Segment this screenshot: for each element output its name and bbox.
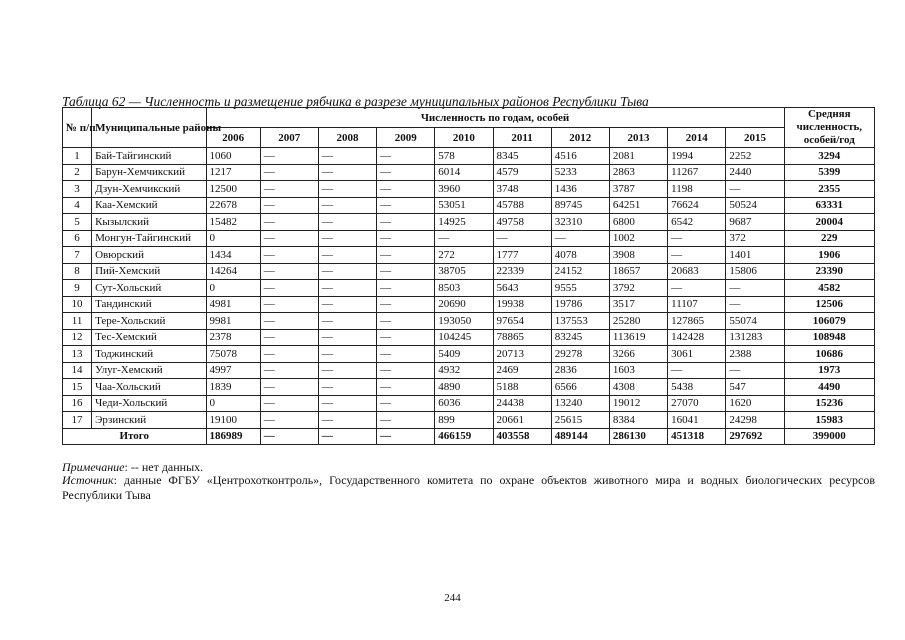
table-row: [63, 412, 875, 429]
table-body: [63, 148, 875, 445]
year-value: 104245: [435, 329, 493, 346]
year-value: 4997: [206, 362, 260, 379]
year-value: —: [668, 280, 726, 297]
year-value: 113619: [609, 329, 667, 346]
year-value: —: [318, 214, 376, 231]
total-average: 399000: [784, 428, 874, 445]
average-value: 5399: [784, 164, 874, 181]
year-value: —: [377, 230, 435, 247]
year-value: —: [260, 280, 318, 297]
year-value: —: [318, 247, 376, 264]
year-value: 0: [206, 280, 260, 297]
year-value: 14264: [206, 263, 260, 280]
year-value: —: [318, 164, 376, 181]
table-row: [63, 362, 875, 379]
year-value: 6542: [668, 214, 726, 231]
year-value: 9687: [726, 214, 784, 231]
year-value: 2081: [609, 148, 667, 165]
total-value: —: [260, 428, 318, 445]
average-value: 3294: [784, 148, 874, 165]
average-value: 2355: [784, 181, 874, 198]
year-value: 4579: [493, 164, 551, 181]
district-name: Тере-Хольский: [92, 313, 206, 330]
year-value: —: [377, 395, 435, 412]
average-value: 15236: [784, 395, 874, 412]
total-value: 451318: [668, 428, 726, 445]
year-value: 75078: [206, 346, 260, 363]
year-value: —: [377, 329, 435, 346]
year-value: —: [377, 280, 435, 297]
header-year: 2007: [260, 128, 318, 148]
year-value: —: [668, 247, 726, 264]
year-value: 4890: [435, 379, 493, 396]
year-value: 6800: [609, 214, 667, 231]
year-value: 3960: [435, 181, 493, 198]
year-value: 14925: [435, 214, 493, 231]
year-value: —: [493, 230, 551, 247]
year-value: 24438: [493, 395, 551, 412]
row-number: 5: [63, 214, 92, 231]
average-value: 1973: [784, 362, 874, 379]
district-name: Улуг-Хемский: [92, 362, 206, 379]
page-number: 244: [444, 592, 461, 604]
year-value: 20713: [493, 346, 551, 363]
district-name: Бай-Тайгинский: [92, 148, 206, 165]
average-value: 4490: [784, 379, 874, 396]
table-row: [63, 181, 875, 198]
year-value: 24152: [551, 263, 609, 280]
row-number: 17: [63, 412, 92, 429]
year-value: —: [260, 247, 318, 264]
year-value: 1434: [206, 247, 260, 264]
year-value: 25615: [551, 412, 609, 429]
header-year-group: Численность по годам, особей: [206, 108, 784, 128]
average-value: 12506: [784, 296, 874, 313]
table-row: [63, 214, 875, 231]
year-value: 1060: [206, 148, 260, 165]
year-value: 1002: [609, 230, 667, 247]
header-year: 2014: [668, 128, 726, 148]
year-value: —: [260, 379, 318, 396]
year-value: 20683: [668, 263, 726, 280]
average-value: 108948: [784, 329, 874, 346]
year-value: 1436: [551, 181, 609, 198]
year-value: 15806: [726, 263, 784, 280]
year-value: 2469: [493, 362, 551, 379]
year-value: —: [260, 148, 318, 165]
total-value: —: [377, 428, 435, 445]
header-year: 2015: [726, 128, 784, 148]
year-value: —: [318, 230, 376, 247]
year-value: 578: [435, 148, 493, 165]
year-value: 2378: [206, 329, 260, 346]
year-value: —: [260, 181, 318, 198]
year-value: —: [318, 395, 376, 412]
year-value: 19100: [206, 412, 260, 429]
year-value: —: [260, 214, 318, 231]
year-value: —: [377, 164, 435, 181]
year-value: 4308: [609, 379, 667, 396]
note-text: : -- нет данных.: [124, 460, 204, 474]
row-number: 15: [63, 379, 92, 396]
year-value: 3517: [609, 296, 667, 313]
average-value: 1906: [784, 247, 874, 264]
year-value: 8384: [609, 412, 667, 429]
header-district: Муниципальные районы: [92, 108, 206, 148]
header-year: 2006: [206, 128, 260, 148]
year-value: —: [377, 197, 435, 214]
year-value: 25280: [609, 313, 667, 330]
district-name: Овюрский: [92, 247, 206, 264]
year-value: 24298: [726, 412, 784, 429]
year-value: 1839: [206, 379, 260, 396]
table-caption: Таблица 62 — Численность и размещение рябчика в разрезе муниципальных районов Республики Тыва: [62, 94, 649, 109]
table-row: [63, 164, 875, 181]
year-value: —: [726, 181, 784, 198]
year-value: —: [551, 230, 609, 247]
year-value: —: [260, 362, 318, 379]
table-row: [63, 148, 875, 165]
year-value: —: [668, 230, 726, 247]
table-row: [63, 263, 875, 280]
row-number: 11: [63, 313, 92, 330]
year-value: 8503: [435, 280, 493, 297]
year-value: —: [377, 412, 435, 429]
row-number: 1: [63, 148, 92, 165]
year-value: —: [318, 412, 376, 429]
year-value: —: [726, 280, 784, 297]
row-number: 13: [63, 346, 92, 363]
total-value: 403558: [493, 428, 551, 445]
year-value: —: [318, 197, 376, 214]
year-value: —: [318, 296, 376, 313]
year-value: 272: [435, 247, 493, 264]
year-value: —: [318, 379, 376, 396]
year-value: —: [260, 197, 318, 214]
district-name: Чеди-Хольский: [92, 395, 206, 412]
row-number: 10: [63, 296, 92, 313]
average-value: 23390: [784, 263, 874, 280]
year-value: —: [377, 313, 435, 330]
year-value: 5643: [493, 280, 551, 297]
year-value: 142428: [668, 329, 726, 346]
row-number: 6: [63, 230, 92, 247]
year-value: 9555: [551, 280, 609, 297]
year-value: 2863: [609, 164, 667, 181]
year-value: 2836: [551, 362, 609, 379]
year-value: —: [260, 230, 318, 247]
year-value: 19938: [493, 296, 551, 313]
year-value: —: [726, 362, 784, 379]
year-value: 1994: [668, 148, 726, 165]
header-year: 2008: [318, 128, 376, 148]
year-value: 1603: [609, 362, 667, 379]
year-value: 1777: [493, 247, 551, 264]
district-name: Пий-Хемский: [92, 263, 206, 280]
year-value: —: [377, 247, 435, 264]
year-value: 3061: [668, 346, 726, 363]
source-text: : данные ФГБУ «Центрохотконтроль», Государственного комитета по охране объектов животного мира и водных биологических ресурсов Республики Тыва: [62, 473, 875, 502]
total-value: 297692: [726, 428, 784, 445]
year-value: 89745: [551, 197, 609, 214]
year-value: —: [318, 362, 376, 379]
year-value: 127865: [668, 313, 726, 330]
year-value: 13240: [551, 395, 609, 412]
district-name: Кызылский: [92, 214, 206, 231]
year-value: —: [377, 296, 435, 313]
population-table: [62, 107, 875, 445]
year-value: 78865: [493, 329, 551, 346]
total-value: 489144: [551, 428, 609, 445]
year-value: —: [377, 346, 435, 363]
district-name: Эрзинский: [92, 412, 206, 429]
year-value: 2440: [726, 164, 784, 181]
table-row: [63, 329, 875, 346]
year-value: 137553: [551, 313, 609, 330]
year-value: 22339: [493, 263, 551, 280]
district-name: Тоджинский: [92, 346, 206, 363]
year-value: —: [260, 329, 318, 346]
year-value: 131283: [726, 329, 784, 346]
year-value: 50524: [726, 197, 784, 214]
year-value: 76624: [668, 197, 726, 214]
row-number: 7: [63, 247, 92, 264]
average-value: 106079: [784, 313, 874, 330]
district-name: Барун-Хемчикский: [92, 164, 206, 181]
table-row: [63, 280, 875, 297]
year-value: —: [318, 263, 376, 280]
year-value: 193050: [435, 313, 493, 330]
district-name: Тес-Хемский: [92, 329, 206, 346]
year-value: —: [260, 313, 318, 330]
year-value: 1198: [668, 181, 726, 198]
year-value: —: [260, 412, 318, 429]
total-label: Итого: [63, 428, 207, 445]
average-value: 63331: [784, 197, 874, 214]
total-value: 186989: [206, 428, 260, 445]
total-row: [63, 428, 875, 445]
year-value: 6036: [435, 395, 493, 412]
year-value: —: [377, 181, 435, 198]
row-number: 4: [63, 197, 92, 214]
row-number: 14: [63, 362, 92, 379]
year-value: 6566: [551, 379, 609, 396]
year-value: —: [260, 296, 318, 313]
year-value: 6014: [435, 164, 493, 181]
average-value: 10686: [784, 346, 874, 363]
year-value: 8345: [493, 148, 551, 165]
table-row: [63, 313, 875, 330]
header-year: 2012: [551, 128, 609, 148]
year-value: 3787: [609, 181, 667, 198]
year-value: 1620: [726, 395, 784, 412]
year-value: —: [377, 263, 435, 280]
year-value: 4516: [551, 148, 609, 165]
year-value: 4932: [435, 362, 493, 379]
year-value: —: [318, 148, 376, 165]
year-value: —: [260, 395, 318, 412]
year-value: —: [377, 379, 435, 396]
year-value: 0: [206, 230, 260, 247]
row-number: 9: [63, 280, 92, 297]
row-number: 8: [63, 263, 92, 280]
table-row: [63, 230, 875, 247]
header-average: Средняя численность, особей/год: [784, 108, 874, 148]
total-value: 466159: [435, 428, 493, 445]
year-value: 20661: [493, 412, 551, 429]
year-value: 9981: [206, 313, 260, 330]
year-value: —: [726, 296, 784, 313]
year-value: —: [318, 346, 376, 363]
year-value: 1401: [726, 247, 784, 264]
year-value: 49758: [493, 214, 551, 231]
header-year: 2011: [493, 128, 551, 148]
year-value: 2388: [726, 346, 784, 363]
year-value: —: [260, 263, 318, 280]
year-value: 1217: [206, 164, 260, 181]
header-year: 2010: [435, 128, 493, 148]
district-name: Сут-Хольский: [92, 280, 206, 297]
note-label: Примечание: [62, 460, 125, 474]
year-value: 3792: [609, 280, 667, 297]
year-value: 2252: [726, 148, 784, 165]
year-value: —: [668, 362, 726, 379]
year-value: 11267: [668, 164, 726, 181]
header-year: 2009: [377, 128, 435, 148]
year-value: 27070: [668, 395, 726, 412]
year-value: 11107: [668, 296, 726, 313]
table-row: [63, 379, 875, 396]
year-value: 899: [435, 412, 493, 429]
source-label: Источник: [62, 473, 114, 487]
table-row: [63, 247, 875, 264]
average-value: 229: [784, 230, 874, 247]
table-row: [63, 296, 875, 313]
row-number: 16: [63, 395, 92, 412]
year-value: 19786: [551, 296, 609, 313]
year-value: 5233: [551, 164, 609, 181]
year-value: 97654: [493, 313, 551, 330]
year-value: —: [435, 230, 493, 247]
year-value: 0: [206, 395, 260, 412]
year-value: —: [260, 164, 318, 181]
source: [62, 473, 875, 503]
year-value: —: [260, 346, 318, 363]
header-year: 2013: [609, 128, 667, 148]
district-name: Каа-Хемский: [92, 197, 206, 214]
average-value: 20004: [784, 214, 874, 231]
header-num: № п/п: [63, 108, 92, 148]
district-name: Дзун-Хемчикский: [92, 181, 206, 198]
row-number: 12: [63, 329, 92, 346]
year-value: 15482: [206, 214, 260, 231]
year-value: 20690: [435, 296, 493, 313]
year-value: 12500: [206, 181, 260, 198]
average-value: 4582: [784, 280, 874, 297]
year-value: —: [377, 214, 435, 231]
year-value: 19012: [609, 395, 667, 412]
year-value: 45788: [493, 197, 551, 214]
year-value: 3748: [493, 181, 551, 198]
table-row: [63, 197, 875, 214]
total-value: 286130: [609, 428, 667, 445]
district-name: Монгун-Тайгинский: [92, 230, 206, 247]
year-value: 18657: [609, 263, 667, 280]
year-value: —: [377, 362, 435, 379]
year-value: 55074: [726, 313, 784, 330]
year-value: 5409: [435, 346, 493, 363]
year-value: 38705: [435, 263, 493, 280]
year-value: 53051: [435, 197, 493, 214]
year-value: —: [318, 329, 376, 346]
year-value: 547: [726, 379, 784, 396]
district-name: Чаа-Хольский: [92, 379, 206, 396]
year-value: 16041: [668, 412, 726, 429]
total-value: —: [318, 428, 376, 445]
year-value: 3908: [609, 247, 667, 264]
row-number: 2: [63, 164, 92, 181]
year-value: 32310: [551, 214, 609, 231]
year-value: 64251: [609, 197, 667, 214]
year-value: 4981: [206, 296, 260, 313]
year-value: 4078: [551, 247, 609, 264]
year-value: 3266: [609, 346, 667, 363]
table-row: [63, 346, 875, 363]
year-value: 372: [726, 230, 784, 247]
year-value: 5438: [668, 379, 726, 396]
district-name: Тандинский: [92, 296, 206, 313]
year-value: 5188: [493, 379, 551, 396]
average-value: 15983: [784, 412, 874, 429]
year-value: —: [318, 181, 376, 198]
year-value: —: [318, 313, 376, 330]
table-row: [63, 395, 875, 412]
year-value: 22678: [206, 197, 260, 214]
year-value: 29278: [551, 346, 609, 363]
year-value: —: [377, 148, 435, 165]
row-number: 3: [63, 181, 92, 198]
year-value: —: [318, 280, 376, 297]
year-value: 83245: [551, 329, 609, 346]
